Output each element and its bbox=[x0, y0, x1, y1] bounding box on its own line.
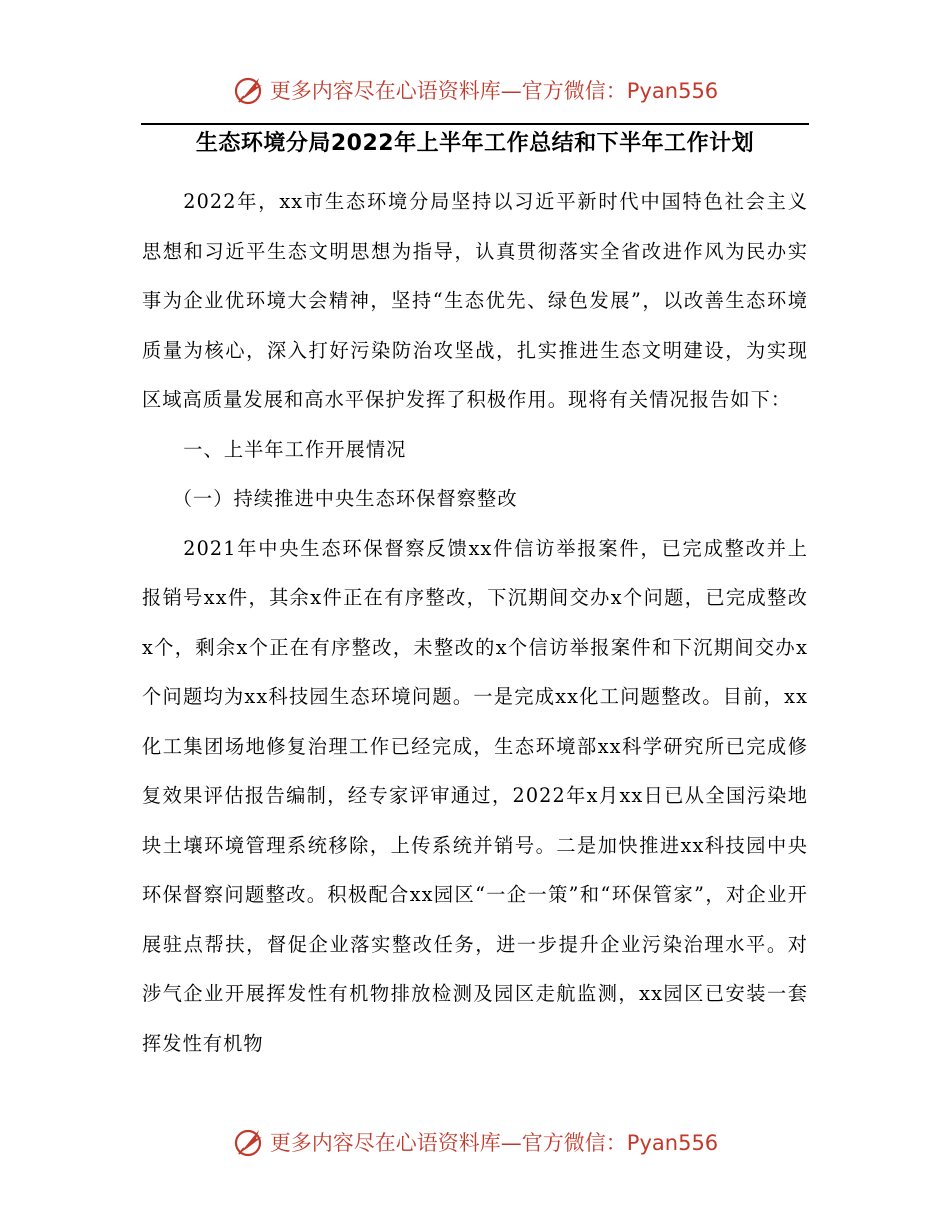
document-title: 生态环境分局2022年上半年工作总结和下半年工作计划 bbox=[195, 131, 755, 156]
document-body bbox=[142, 177, 808, 1068]
footer-watermark bbox=[0, 1122, 950, 1162]
quill-logo-icon bbox=[232, 1125, 266, 1159]
header-watermark bbox=[0, 70, 950, 110]
watermark-text: 更多内容尽在心语资料库—官方微信：Pyan556 bbox=[269, 79, 719, 103]
header-rule bbox=[141, 123, 809, 125]
section-heading: 一、上半年工作开展情况 bbox=[183, 437, 407, 461]
quill-logo-icon bbox=[232, 73, 266, 107]
paragraph-body: 2021年中央生态环保督察反馈xx件信访举报案件，已完成整改并上报销号xx件，其余x件正在有序整改，下沉期间交办x个问题，已完成整改x个，剩余x个正在有序整改，未整改的x个信访举报案件和下沉期间交办x个问题均为xx科技园生态环境问题。一是完成xx化工问题整改。目前，xx化工集团场地修复治理工作已经完成，生态环境部xx科学研究所已完成修复效果评估报告编制，经专家评审通过，2022年x月xx日已从全国污染地块土壤环境管理系统移除，上传系统并销号。二是加快推进xx科技园中央环保督察问题整改。积极配合xx园区“一企一策”和“环保管家”，对企业开展驻点帮扶，督促企业落实整改任务，进一步提升企业污染治理水平。对涉气企业开展挥发性有机物排放检测及园区走航监测，xx园区已安装一套挥发性有机物 bbox=[142, 536, 808, 1055]
watermark-text: 更多内容尽在心语资料库—官方微信：Pyan556 bbox=[269, 1131, 719, 1155]
subsection-heading: （一）持续推进中央生态环保督察整改 bbox=[172, 487, 518, 510]
paragraph-intro: 2022年，xx市生态环境分局坚持以习近平新时代中国特色社会主义思想和习近平生态文明思想为指导，认真贯彻落实全省改进作风为民办实事为企业优环境大会精神，坚持“生态优先、绿色发展”，以改善生态环境质量为核心，深入打好污染防治攻坚战，扎实推进生态文明建设，为实现区域高质量发展和高水平保护发挥了积极作用。现将有关情况报告如下： bbox=[142, 190, 808, 411]
